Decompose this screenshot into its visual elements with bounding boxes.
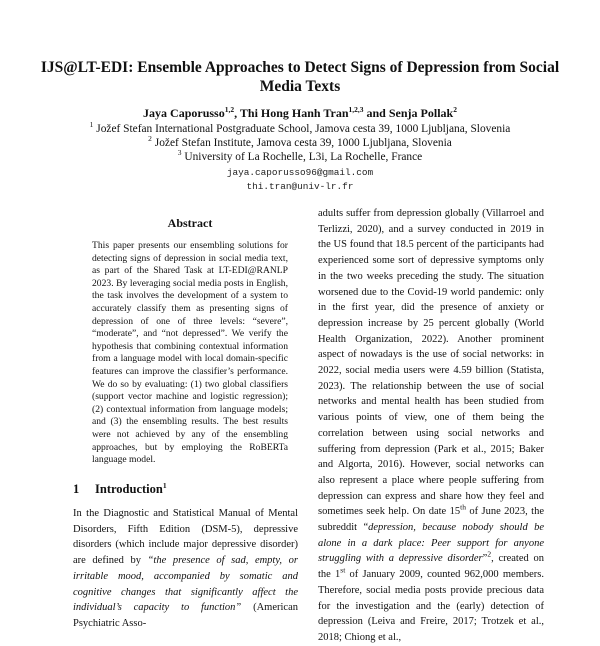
footnote-mark[interactable]: 2 (487, 549, 492, 559)
body-text: of June 2023, the subreddit “ (318, 506, 545, 534)
author-affiliation-mark: 1,2 (224, 105, 235, 114)
affiliation-number: 2 (148, 134, 152, 144)
body-text: In the Diagnostic and Statistical Manual of Mental Disorders, Fifth Edition (DSM-5), depressive disorders (which include major depressive disorder) are defined by (73, 508, 298, 567)
body-text: of January 2009, counted 962,000 members. Therefore, social media posts provide precious data for the investigation and the (early) detection of depression (Leiva and Freire, 2017; Trotzek et al., 2018; Chiong et al., (318, 569, 544, 643)
author-name: Thi Hong Hanh Tran (239, 106, 349, 120)
section-heading (73, 482, 167, 497)
author-affiliation-mark: 2 (453, 105, 457, 114)
affiliation-text: Jožef Stefan International Postgraduate School, Jamova cesta 39, 1000 Ljubljana, Slovenia (96, 123, 511, 135)
author-name: Jaya Caporusso (143, 106, 225, 120)
intro-paragraph-left (73, 506, 298, 632)
affiliation (40, 122, 560, 136)
ordinal-suffix: th (460, 502, 466, 512)
paper-title: IJS@LT-EDI: Ensemble Approaches to Detect Signs of Depression from Social Media Texts (40, 59, 560, 95)
section-number: 1 (73, 482, 80, 496)
abstract-heading: Abstract (167, 216, 213, 230)
body-text: (American Psychiatric Asso- (73, 602, 298, 629)
affiliation (40, 136, 560, 150)
body-text: ” (482, 553, 488, 565)
intro-paragraph-right (318, 206, 544, 646)
affiliation-number: 3 (177, 148, 182, 158)
author-email[interactable]: jaya.caporusso96@gmail.com (226, 167, 374, 178)
affiliation (40, 150, 560, 164)
author-affiliation-mark: 1,2,3 (348, 105, 364, 114)
body-text: , created on the 1 (318, 553, 544, 581)
affiliation-text: University of La Rochelle, L3i, La Rochelle, France (184, 151, 423, 163)
author-list: Jaya Caporusso$^{1,2}$, Thi Hong Hanh Tran$^{1,2,3}$ and Senja Pollak$^2$ (143, 105, 457, 120)
author-email[interactable]: thi.tran@univ-lr.fr (246, 181, 354, 192)
body-text: adults suffer from depression globally (Villarroel and Terlizzi, 2020), and a survey conducted in 2019 in the US found that 18.5 percent of the participants had experienced some sort of depressive symptoms only in the two weeks preceding the study. The situation worsened due to the Covid-19 world pandemic: only in the first year, did the presence of anxiety or depression increase by 25 percent globally (World Health Organization, 2022). Another prominent aspect of nowadays is the use of social networks: in 2022, social media users were 4.59 billion (Statista, 2023). The relationship between the use of social networks and mental health has been studied from various points of view, one of them being the correlation between using social networks and suffering from depression (Park et al., 2015; Baker and Algorta, 2016). However, social networks can also represent a place where people suffering from depression can express and share how they feel and sometimes seek help. On date 15 (318, 208, 544, 518)
abstract-text: This paper presents our ensembling solutions for detecting signs of depression in social media text, as part of the Shared Task at LT-EDI@RANLP 2023. By leveraging social media posts in English, the task involves the development of a system to accurately classify them as presenting signs of depression of one of three levels: “severe”, “moderate”, and “not depressed”. We verify the hypothesis that combining contextual information from a language model with local domain-specific features can improve the classifier’s performance. We do so by evaluating: (1) two global classifiers (support vector machine and logistic regression); (2) contextual information from language models; and (3) the ensembling results. The best results were not achieved by any of the ensembling approaches, but by employing the RoBERTa language model. (92, 240, 288, 466)
affiliation-text: Jožef Stefan Institute, Jamova cesta 39, 1000 Ljubljana, Slovenia (154, 137, 452, 149)
dsm-quote: “the presence of sad, empty, or irritable mood, accompanied by somatic and cognitive changes that significantly affect the individual’s capacity to function” (73, 555, 298, 614)
ordinal-suffix: st (340, 565, 346, 575)
affiliation-number: 1 (89, 120, 94, 130)
section-title: Introduction (95, 482, 163, 496)
author-name: Senja Pollak (388, 106, 454, 120)
subreddit-name: depression, because nobody should be alone in a dark place: Peer support for anyone struggling with a depressive disorder (318, 522, 544, 565)
footnote-mark[interactable]: 1 (162, 480, 167, 490)
author-conjunction: and (366, 106, 386, 120)
